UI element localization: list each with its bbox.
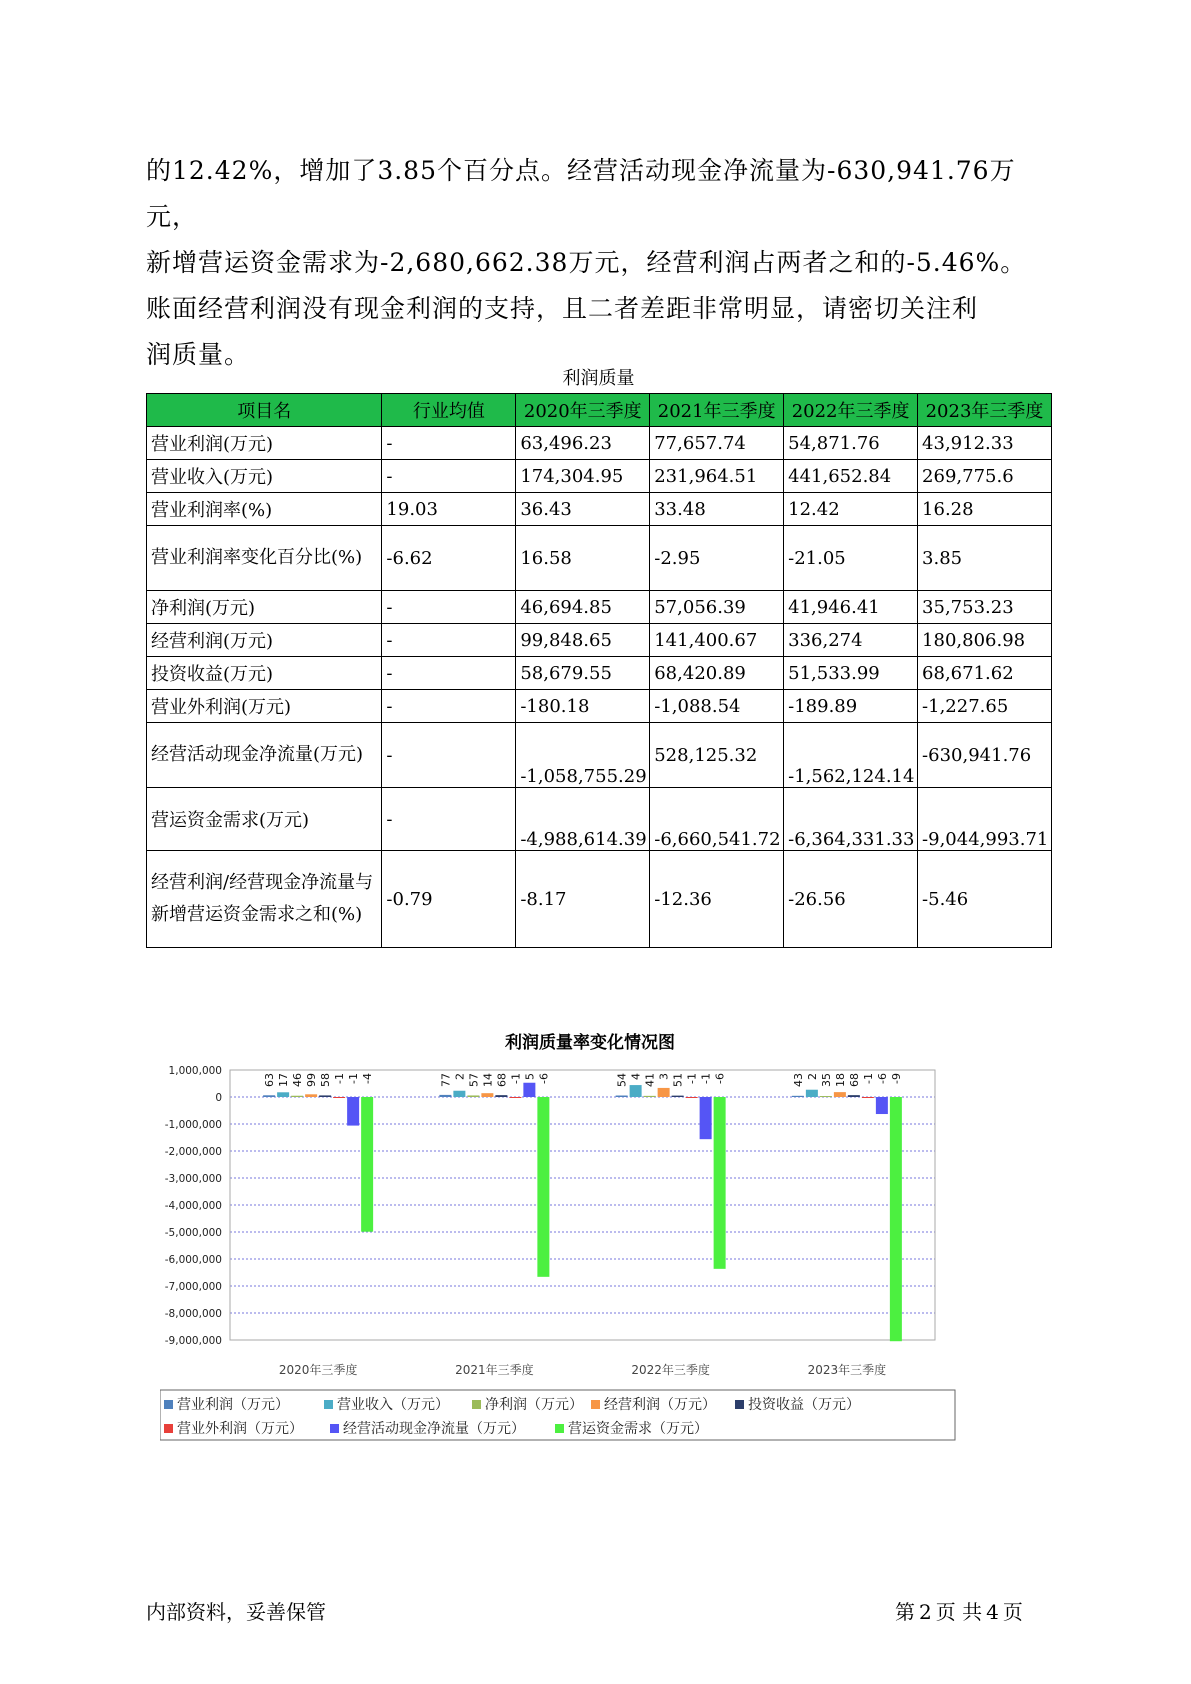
table-cell: 77,657.74 [650, 427, 784, 460]
bar [439, 1095, 451, 1097]
table-row [147, 690, 1052, 723]
legend-label: 投资收益（万元） [748, 1397, 860, 1413]
table-cell: -1,562,124.14 [784, 723, 918, 788]
legend-label: 经营利润（万元） [604, 1397, 716, 1413]
x-tick-label: 2022年三季度 [631, 1363, 710, 1377]
table-cell: -12.36 [650, 851, 784, 948]
table-cell: -2.95 [650, 526, 784, 591]
paragraph [146, 148, 1056, 378]
bar [481, 1093, 493, 1097]
table-row [147, 851, 1052, 948]
data-label: 4 [629, 1073, 643, 1080]
table-cell: 528,125.32 [650, 723, 784, 788]
header-cell: 2020年三季度 [516, 394, 650, 427]
x-tick-label: 2021年三季度 [455, 1363, 534, 1377]
y-tick-label: -2,000,000 [164, 1146, 222, 1158]
table-row [147, 788, 1052, 851]
table-cell: 63,496.23 [516, 427, 650, 460]
legend-label: 营运资金需求（万元） [568, 1421, 708, 1437]
table-header-row [147, 394, 1052, 427]
data-label: 43 [791, 1073, 805, 1087]
data-label: 17 [277, 1073, 291, 1087]
row-label: 净利润(万元) [147, 591, 382, 624]
data-label: -4 [361, 1073, 375, 1084]
legend-label: 营业利润（万元） [177, 1397, 289, 1413]
table-cell: 51,533.99 [784, 657, 918, 690]
table-cell: 68,420.89 [650, 657, 784, 690]
page-prefix: 第 [895, 1600, 915, 1624]
y-tick-label: 1,000,000 [168, 1065, 222, 1077]
bar [361, 1097, 373, 1232]
bar [644, 1096, 656, 1097]
profit-quality-table [146, 393, 1052, 948]
header-cell: 2022年三季度 [784, 394, 918, 427]
table-cell: 3.85 [918, 526, 1052, 591]
row-label: 投资收益(万元) [147, 657, 382, 690]
paragraph-line: 的12.42%，增加了3.85个百分点。经营活动现金净流量为-630,941.76万元， [146, 156, 1016, 231]
legend-label: 营业收入（万元） [337, 1397, 449, 1413]
page-current: 2 [919, 1600, 932, 1624]
paragraph-line: 润质量。 [146, 340, 251, 369]
row-label: 经营利润/经营现金净流量与新增营运资金需求之和(%) [147, 851, 382, 948]
legend-swatch [330, 1424, 339, 1433]
y-tick-label: -1,000,000 [164, 1119, 222, 1131]
bar [509, 1097, 521, 1098]
legend-swatch [472, 1400, 481, 1409]
table-cell: - [382, 460, 516, 493]
bar [848, 1095, 860, 1097]
y-tick-label: -7,000,000 [164, 1281, 222, 1293]
legend-label: 净利润（万元） [485, 1397, 583, 1413]
row-label: 营业利润率变化百分比(%) [147, 526, 382, 591]
x-tick-label: 2023年三季度 [807, 1363, 887, 1377]
table-row [147, 624, 1052, 657]
page-total: 4 [986, 1600, 999, 1624]
bar [277, 1092, 289, 1097]
table-cell: 33.48 [650, 493, 784, 526]
data-label: -1 [685, 1073, 699, 1084]
data-label: 51 [671, 1073, 685, 1087]
bar [862, 1097, 874, 1098]
data-label: 18 [833, 1073, 847, 1087]
table-cell: -6.62 [382, 526, 516, 591]
data-label: 68 [847, 1073, 861, 1087]
bar [806, 1090, 818, 1097]
bar [319, 1095, 331, 1097]
table-cell: - [382, 788, 516, 851]
bar [700, 1097, 712, 1139]
row-label: 经营利润(万元) [147, 624, 382, 657]
x-tick-label: 2020年三季度 [278, 1363, 358, 1377]
bar [495, 1095, 507, 1097]
bar [714, 1097, 726, 1269]
table-cell: -26.56 [784, 851, 918, 948]
bar [347, 1097, 359, 1126]
bar [792, 1096, 804, 1097]
table-cell: -6,660,541.72 [650, 788, 784, 851]
table-cell: -1,058,755.29 [516, 723, 650, 788]
table-cell: 336,274 [784, 624, 918, 657]
table-cell: -0.79 [382, 851, 516, 948]
bar [672, 1096, 684, 1097]
data-label: 2 [805, 1073, 819, 1080]
legend-swatch [735, 1400, 744, 1409]
paragraph-line: 账面经营利润没有现金利润的支持，且二者差距非常明显，请密切关注利 [146, 294, 979, 323]
paragraph-line: 新增营运资金需求为-2,680,662.38万元，经营利润占两者之和的-5.46%。 [146, 248, 1027, 277]
table-row [147, 591, 1052, 624]
table-cell: 269,775.6 [918, 460, 1052, 493]
chart-title: 利润质量率变化情况图 [505, 1033, 675, 1053]
data-label: 2 [453, 1073, 467, 1080]
table-cell: -180.18 [516, 690, 650, 723]
data-label: 5 [523, 1073, 537, 1080]
data-label: 63 [263, 1073, 277, 1087]
bar [453, 1091, 465, 1097]
header-cell: 2023年三季度 [918, 394, 1052, 427]
bar [686, 1097, 698, 1098]
legend-swatch [591, 1400, 600, 1409]
table-cell: - [382, 657, 516, 690]
table-row [147, 657, 1052, 690]
page-mid: 页 共 [935, 1600, 983, 1624]
bar [876, 1097, 888, 1114]
y-tick-label: -9,000,000 [164, 1335, 222, 1347]
data-label: 99 [305, 1073, 319, 1087]
data-label: 35 [819, 1073, 833, 1087]
data-label: -1 [699, 1073, 713, 1084]
row-label: 经营活动现金净流量(万元) [147, 723, 382, 788]
table-cell: 35,753.23 [918, 591, 1052, 624]
footer-confidential: 内部资料，妥善保管 [146, 1600, 326, 1624]
bar [333, 1097, 345, 1098]
table-cell: 141,400.67 [650, 624, 784, 657]
row-label: 营业利润(万元) [147, 427, 382, 460]
bar [658, 1088, 670, 1097]
data-label: 14 [481, 1073, 495, 1087]
table-cell: -21.05 [784, 526, 918, 591]
bar [820, 1096, 832, 1097]
table-cell: 57,056.39 [650, 591, 784, 624]
legend-swatch [555, 1424, 564, 1433]
table-cell: 16.58 [516, 526, 650, 591]
table-cell: 54,871.76 [784, 427, 918, 460]
table-cell: -189.89 [784, 690, 918, 723]
table-cell: -4,988,614.39 [516, 788, 650, 851]
table-cell: -8.17 [516, 851, 650, 948]
table-row [147, 723, 1052, 788]
y-tick-label: -5,000,000 [164, 1227, 222, 1239]
header-cell: 2021年三季度 [650, 394, 784, 427]
bar [305, 1094, 317, 1097]
table-cell: 174,304.95 [516, 460, 650, 493]
legend-swatch [324, 1400, 333, 1409]
legend-swatch [164, 1424, 173, 1433]
row-label: 营业收入(万元) [147, 460, 382, 493]
table-cell: - [382, 591, 516, 624]
bar [291, 1096, 303, 1097]
table-caption: 利润质量 [562, 368, 635, 389]
table-cell: - [382, 723, 516, 788]
y-tick-label: -8,000,000 [164, 1308, 222, 1320]
legend-swatch [164, 1400, 173, 1409]
data-label: 41 [643, 1073, 657, 1087]
table-cell: -630,941.76 [918, 723, 1052, 788]
legend-label: 营业外利润（万元） [177, 1421, 303, 1437]
table-cell: 36.43 [516, 493, 650, 526]
bar [537, 1097, 549, 1277]
table-cell: 441,652.84 [784, 460, 918, 493]
header-cell: 行业均值 [382, 394, 516, 427]
table-cell: -1,088.54 [650, 690, 784, 723]
table-cell: 99,848.65 [516, 624, 650, 657]
bar [263, 1095, 275, 1097]
table-cell: 58,679.55 [516, 657, 650, 690]
y-tick-label: -6,000,000 [164, 1254, 222, 1266]
data-label: 58 [319, 1073, 333, 1087]
footer-page-number [893, 1596, 1025, 1625]
table-cell: 43,912.33 [918, 427, 1052, 460]
data-label: 46 [291, 1073, 305, 1087]
data-label: -6 [713, 1073, 727, 1084]
table-cell: 12.42 [784, 493, 918, 526]
table-cell: - [382, 624, 516, 657]
data-label: -1 [347, 1073, 361, 1084]
y-tick-label: 0 [215, 1092, 222, 1104]
data-label: -1 [509, 1073, 523, 1084]
page-suffix: 页 [1002, 1600, 1023, 1624]
table-cell: 19.03 [382, 493, 516, 526]
data-label: -6 [875, 1073, 889, 1084]
row-label: 营运资金需求(万元) [147, 788, 382, 851]
table-cell: - [382, 690, 516, 723]
data-label: 3 [657, 1073, 671, 1080]
bar [834, 1092, 846, 1097]
header-cell: 项目名 [147, 394, 382, 427]
table-cell: -5.46 [918, 851, 1052, 948]
table-cell: - [382, 427, 516, 460]
table-cell: 41,946.41 [784, 591, 918, 624]
table-row [147, 493, 1052, 526]
bar [890, 1097, 902, 1341]
data-label: 57 [467, 1073, 481, 1087]
bar [467, 1095, 479, 1097]
profit-quality-chart [160, 1000, 1040, 1460]
data-label: -1 [861, 1073, 875, 1084]
chart-svg [160, 1000, 1040, 1460]
data-label: 68 [495, 1073, 509, 1087]
bar [616, 1096, 628, 1097]
y-tick-label: -4,000,000 [164, 1200, 222, 1212]
data-label: -1 [333, 1073, 347, 1084]
table-cell: -6,364,331.33 [784, 788, 918, 851]
table-cell: 180,806.98 [918, 624, 1052, 657]
bar [630, 1085, 642, 1097]
y-tick-label: -3,000,000 [164, 1173, 222, 1185]
table-cell: 231,964.51 [650, 460, 784, 493]
table-row [147, 460, 1052, 493]
data-label: -6 [537, 1073, 551, 1084]
legend-label: 经营活动现金净流量（万元） [343, 1421, 525, 1437]
table-row [147, 526, 1052, 591]
table-cell: -1,227.65 [918, 690, 1052, 723]
data-label: 77 [439, 1073, 453, 1087]
data-label: -9 [889, 1073, 903, 1084]
table-cell: 46,694.85 [516, 591, 650, 624]
table-cell: 68,671.62 [918, 657, 1052, 690]
bar [523, 1083, 535, 1097]
row-label: 营业利润率(%) [147, 493, 382, 526]
table-cell: 16.28 [918, 493, 1052, 526]
data-label: 54 [615, 1073, 629, 1087]
table-row [147, 427, 1052, 460]
table-cell: -9,044,993.71 [918, 788, 1052, 851]
row-label: 营业外利润(万元) [147, 690, 382, 723]
